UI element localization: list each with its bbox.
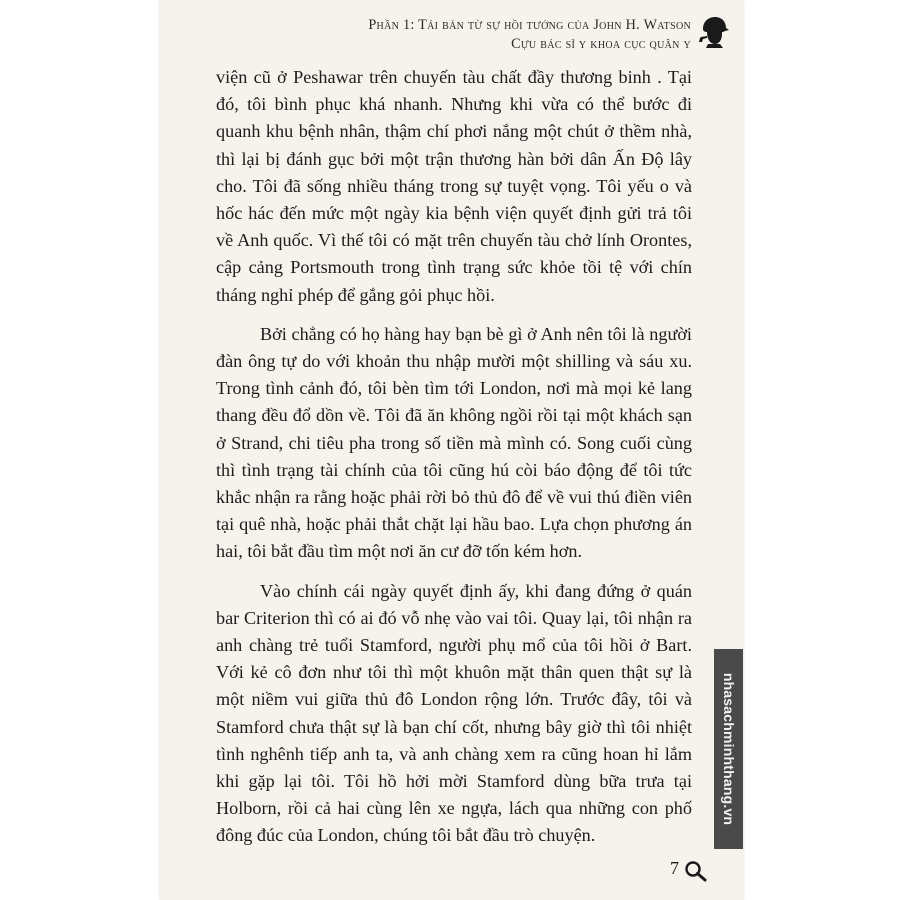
- paragraph-3: Vào chính cái ngày quyết định ấy, khi đang đứng ở quán bar Criterion thì có ai đó vỗ nhẹ vào vai tôi. Quay lại, tôi nhận ra anh chàng trẻ tuổi Stamford, người phụ mổ của tôi hồi ở Bart. Với kẻ cô đơn như tôi thì một khuôn mặt thân quen thật sự là một niềm vui giữa thủ đô London rộng lớn. Trước đây, tôi và Stamford chưa thật sự là bạn chí cốt, nhưng bây giờ thì tôi nhiệt tình nghênh tiếp anh ta, và anh chàng xem ra cũng hoan hỉ lắm khi gặp lại tôi. Tôi hồ hởi mời Stamford dùng bữa trưa tại Holborn, rồi cả hai cùng lên xe ngựa, lách qua những con phố đông đúc của London, chúng tôi bắt đầu trò chuyện.: [216, 580, 692, 846]
- header-subtitle-line: Cựu bác sĩ y khoa cục quân y: [511, 36, 691, 52]
- paragraph-2: Bởi chẳng có họ hàng hay bạn bè gì ở Anh nên tôi là người đàn ông tự do với khoản thu nhập mười một shilling và sáu xu. Trong tình cảnh đó, tôi bèn tìm tới London, nơi mà mọi kẻ lang thang đều đổ dồn về. Tôi đã ăn không ngồi rồi tại một khách sạn ở Strand, chi tiêu pha trong số tiền mà mình có. Song cuối cùng thì tình trạng tài chính của tôi cũng hú còi báo động để tôi tức khắc nhận ra rằng hoặc phải rời bỏ thủ đô để về vui thú điền viên tại quê nhà, hoặc phải thắt chặt lại hầu bao. Lựa chọn phương án hai, tôi bắt đầu tìm một nơi ăn cư đỡ tốn kém hơn.: [216, 323, 692, 562]
- side-tab: [714, 649, 743, 849]
- running-header: [368, 16, 691, 54]
- magnifier-icon: [684, 860, 708, 882]
- paragraph-1: viện cũ ở Peshawar trên chuyến tàu chất đầy thương binh . Tại đó, tôi bình phục khá nhanh. Nhưng khi vừa có thể bước đi quanh khu bệnh nhân, thậm chí phơi nắng một chút ở thềm nhà, thì lại bị đánh gục bởi một trận thương hàn bởi dân Ấn Độ lây cho. Tôi đã sống nhiều tháng trong sự tuyệt vọng. Tôi yếu o và hốc hác đến mức một ngày kia bệnh viện quyết định gửi trả tôi về Anh quốc. Vì thế tôi có mặt trên chuyến tàu chở lính Orontes, cập cảng Portsmouth trong tình trạng sức khỏe tồi tệ với chín tháng nghỉ phép để gắng gỏi phục hồi.: [216, 67, 692, 305]
- page-number: 7: [670, 858, 679, 878]
- header-title-line: Phần 1: Tái bản từ sự hồi tưởng của John H. Watson: [368, 17, 691, 33]
- body-text: [216, 64, 692, 850]
- book-page: [160, 0, 743, 900]
- sherlock-silhouette-icon: [695, 15, 731, 49]
- side-tab-label: nhasachminhthang.vn: [720, 672, 737, 826]
